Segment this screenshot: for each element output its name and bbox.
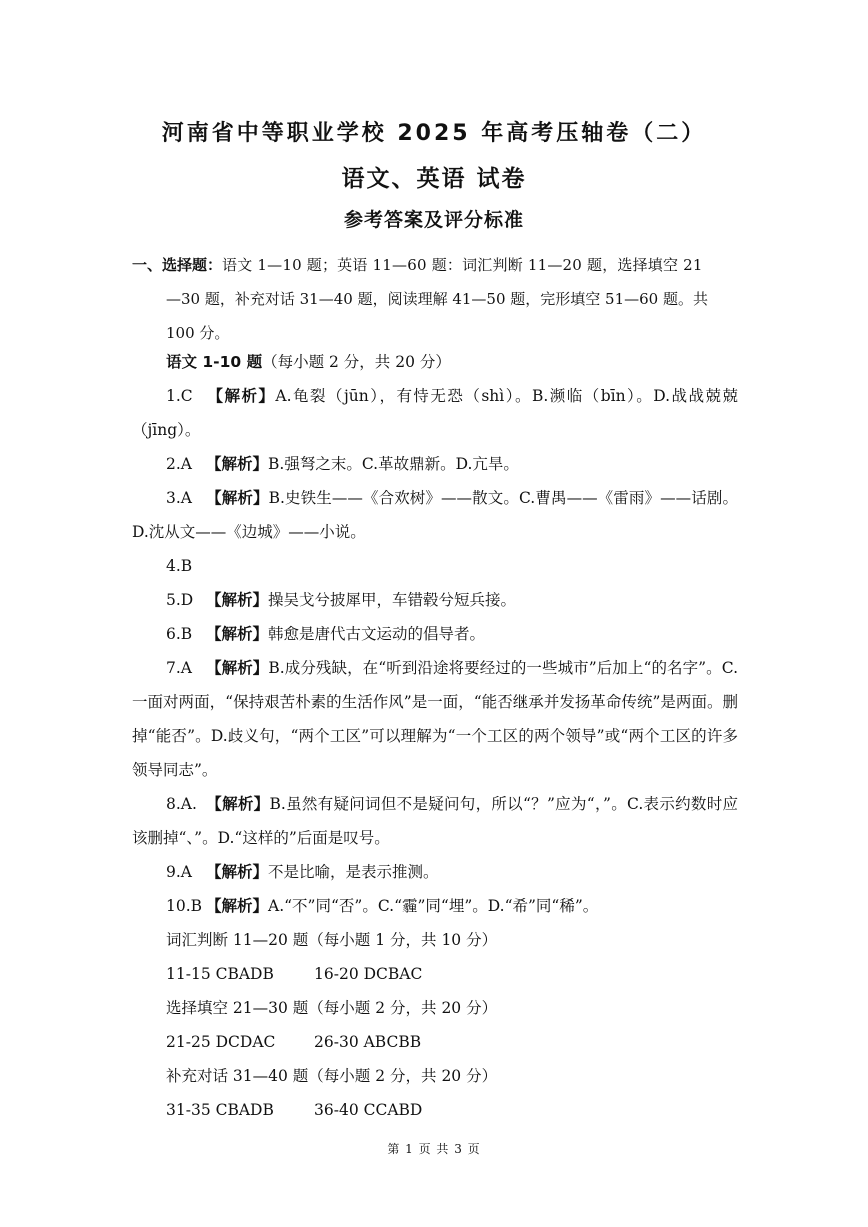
section-1-intro: [132, 248, 738, 350]
analysis-tag: 【解析】: [206, 896, 269, 915]
answer-item: [132, 481, 738, 549]
chinese-subheading: [132, 345, 738, 379]
answer-item: [132, 889, 738, 923]
answer-number: 9.A: [166, 863, 192, 881]
answer-number: 5.D: [166, 591, 194, 609]
answer-number: 7.A: [166, 659, 192, 677]
analysis-text: B.史铁生——《合欢树》——散文。C.曹禺——《雷雨》——话剧。D.沈从文——《边城》——小说。: [132, 489, 738, 541]
dialog-subheading: 补充对话 31—40 题（每小题 2 分，共 20 分）: [166, 1067, 498, 1085]
analysis-tag: 【解析】: [206, 454, 269, 473]
section-1-text-1: 语文 1—10 题；英语 11—60 题：词汇判断 11—20 题，选择填空 21: [222, 256, 703, 274]
answer-group: 16-20 DCBAC: [314, 965, 423, 983]
analysis-text: A.龟裂（jūn），有恃无恐（shì）。B.濒临（bīn）。D.战战兢兢（jīng）。: [132, 387, 738, 439]
analysis-tag: 【解析】: [206, 624, 269, 643]
analysis-text: 韩愈是唐代古文运动的倡导者。: [268, 625, 486, 643]
analysis-text: B.成分残缺，在“听到沿途将要经过的一些城市”后加上“的名字”。C.一面对两面，“保持艰苦朴素的生活作风”是一面，“能否继承并发扬革命传统”是两面。删掉“能否”。D.歧义句，“两个工区”可以理解为“一个工区的两个领导”或“两个工区的许多领导同志”。: [132, 659, 738, 779]
chinese-subheading-note: （每小题 2 分，共 20 分）: [262, 353, 451, 371]
answer-item: [132, 617, 738, 651]
answer-number: 6.B: [166, 625, 193, 643]
analysis-tag: 【解析】: [206, 794, 270, 813]
answer-group: 31-35 CBADB: [166, 1101, 274, 1119]
section-1-heading: 一、选择题：: [132, 256, 223, 274]
answer-number: 10.B: [166, 897, 203, 915]
answer-key-title: 参考答案及评分标准: [343, 209, 524, 231]
answer-group: 36-40 CCABD: [314, 1101, 423, 1119]
vocab-subheading: 词汇判断 11—20 题（每小题 1 分，共 10 分）: [166, 931, 498, 949]
exam-title: 河南省中等职业学校 2025 年高考压轴卷（二）: [161, 121, 707, 146]
fill-subheading: 选择填空 21—30 题（每小题 2 分，共 20 分）: [166, 999, 498, 1017]
analysis-text: A.“不”同“否”。C.“霾”同“埋”。D.“希”同“稀”。: [268, 897, 599, 915]
analysis-tag: 【解析】: [206, 862, 269, 881]
answer-item: [132, 549, 738, 583]
answer-number: 2.A: [166, 455, 192, 473]
page-number: 第 1 页 共 3 页: [387, 1142, 481, 1156]
section-1-text-2: —30 题，补充对话 31—40 题，阅读理解 41—50 题，完形填空 51—60 题。共: [166, 290, 708, 308]
analysis-text: 操吴戈兮披犀甲，车错毂兮短兵接。: [268, 591, 517, 609]
dialog-answers: [132, 1093, 738, 1127]
answer-item: [132, 447, 738, 481]
section-1-line-1: [132, 248, 738, 282]
answer-item: [132, 651, 738, 787]
answer-item: [132, 379, 738, 447]
answer-item: [132, 855, 738, 889]
answer-content: [132, 345, 738, 1127]
analysis-text: B.强弩之末。C.革故鼎新。D.亢旱。: [268, 455, 519, 473]
analysis-text: B.虽然有疑问词但不是疑问句，所以“？”应为“，”。C.表示约数时应该删掉“、”。D.“这样的”后面是叹号。: [132, 795, 738, 847]
vocab-answers: [132, 957, 738, 991]
analysis-tag: 【解析】: [206, 590, 269, 609]
answer-number: 8.A.: [166, 795, 197, 813]
answer-number: 1.C: [166, 387, 193, 405]
analysis-tag: 【解析】: [206, 386, 276, 405]
answer-item: [132, 787, 738, 855]
answer-group: 21-25 DCDAC: [166, 1033, 276, 1051]
fill-answers: [132, 1025, 738, 1059]
analysis-text: 不是比喻，是表示推测。: [268, 863, 439, 881]
answer-number: 3.A: [166, 489, 192, 507]
answer-number: 4.B: [166, 557, 193, 575]
section-1-text-3: 100 分。: [166, 324, 230, 342]
chinese-subheading-label: 语文 1-10 题: [166, 353, 263, 371]
answer-group: 11-15 CBADB: [166, 965, 274, 983]
exam-subtitle: 语文、英语 试卷: [341, 166, 527, 192]
analysis-tag: 【解析】: [206, 488, 269, 507]
answer-group: 26-30 ABCBB: [314, 1033, 422, 1051]
analysis-tag: 【解析】: [206, 658, 269, 677]
answer-item: [132, 583, 738, 617]
